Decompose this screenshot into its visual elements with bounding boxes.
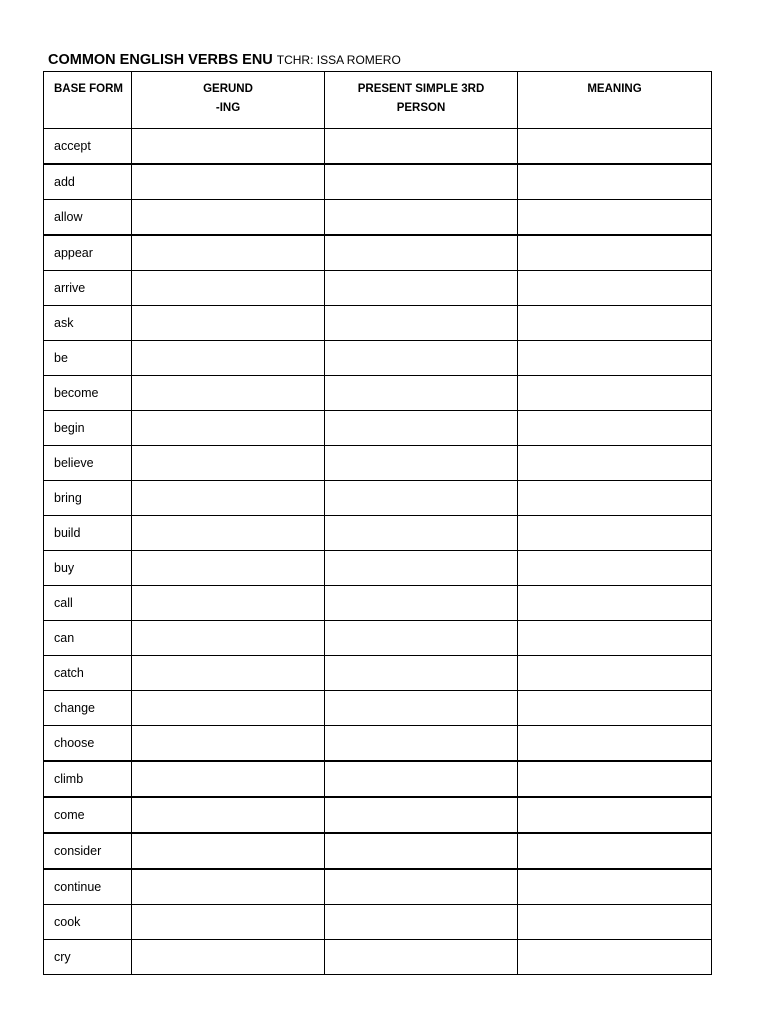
present-simple-cell[interactable] [325,761,518,797]
meaning-cell[interactable] [518,129,712,165]
table-row [44,271,712,306]
gerund-cell[interactable] [132,341,325,376]
header-present-simple [325,72,518,129]
gerund-cell[interactable] [132,164,325,200]
meaning-cell[interactable] [518,164,712,200]
table-row [44,691,712,726]
gerund-cell[interactable] [132,656,325,691]
table-row [44,761,712,797]
base-form-cell: build [44,516,132,551]
table-row [44,411,712,446]
table-row [44,797,712,833]
table-row [44,481,712,516]
header-meaning [518,72,712,129]
present-simple-cell[interactable] [325,726,518,762]
present-simple-cell[interactable] [325,551,518,586]
present-simple-cell[interactable] [325,235,518,271]
gerund-cell[interactable] [132,905,325,940]
table-row [44,551,712,586]
header-row [44,72,712,129]
base-form-cell: be [44,341,132,376]
present-simple-cell[interactable] [325,129,518,165]
present-simple-cell[interactable] [325,271,518,306]
meaning-cell[interactable] [518,940,712,975]
base-form-cell: cry [44,940,132,975]
base-form-cell: arrive [44,271,132,306]
meaning-cell[interactable] [518,341,712,376]
present-simple-cell[interactable] [325,833,518,869]
header-present-line2: PERSON [396,102,446,114]
base-form-cell: accept [44,129,132,165]
present-simple-cell[interactable] [325,869,518,905]
meaning-cell[interactable] [518,726,712,762]
meaning-cell[interactable] [518,761,712,797]
present-simple-cell[interactable] [325,516,518,551]
present-simple-cell[interactable] [325,164,518,200]
base-form-cell: choose [44,726,132,762]
meaning-cell[interactable] [518,306,712,341]
base-form-cell: appear [44,235,132,271]
meaning-cell[interactable] [518,411,712,446]
header-gerund-line1: GERUND [203,83,253,95]
meaning-cell[interactable] [518,516,712,551]
present-simple-cell[interactable] [325,691,518,726]
gerund-cell[interactable] [132,129,325,165]
base-form-cell: catch [44,656,132,691]
table-row [44,621,712,656]
present-simple-cell[interactable] [325,586,518,621]
header-base-form-label: BASE FORM [54,83,123,95]
base-form-cell: can [44,621,132,656]
table-row [44,306,712,341]
present-simple-cell[interactable] [325,200,518,236]
present-simple-cell[interactable] [325,376,518,411]
meaning-cell[interactable] [518,446,712,481]
table-row [44,376,712,411]
table-row [44,516,712,551]
present-simple-cell[interactable] [325,341,518,376]
meaning-cell[interactable] [518,200,712,236]
header-meaning-label: MEANING [587,83,642,95]
meaning-cell[interactable] [518,656,712,691]
table-row [44,200,712,236]
meaning-cell[interactable] [518,905,712,940]
gerund-cell[interactable] [132,306,325,341]
base-form-cell: allow [44,200,132,236]
gerund-cell[interactable] [132,726,325,762]
meaning-cell[interactable] [518,797,712,833]
meaning-cell[interactable] [518,586,712,621]
gerund-cell[interactable] [132,235,325,271]
gerund-cell[interactable] [132,271,325,306]
table-row [44,341,712,376]
present-simple-cell[interactable] [325,481,518,516]
base-form-cell: consider [44,833,132,869]
present-simple-cell[interactable] [325,411,518,446]
table-row [44,164,712,200]
meaning-cell[interactable] [518,551,712,586]
meaning-cell[interactable] [518,235,712,271]
header-gerund-line2: -ING [215,102,241,114]
title-main: COMMON ENGLISH VERBS ENU [48,52,273,68]
page-title [48,50,401,70]
table-row [44,656,712,691]
present-simple-cell[interactable] [325,940,518,975]
header-present-line1: PRESENT SIMPLE 3RD [357,83,485,95]
gerund-cell[interactable] [132,691,325,726]
gerund-cell[interactable] [132,621,325,656]
table-row [44,235,712,271]
table-row [44,833,712,869]
table-row [44,905,712,940]
header-base-form [44,72,132,129]
present-simple-cell[interactable] [325,621,518,656]
gerund-cell[interactable] [132,586,325,621]
gerund-cell[interactable] [132,376,325,411]
gerund-cell[interactable] [132,200,325,236]
base-form-cell: begin [44,411,132,446]
table-row [44,726,712,762]
base-form-cell: bring [44,481,132,516]
meaning-cell[interactable] [518,481,712,516]
present-simple-cell[interactable] [325,656,518,691]
present-simple-cell[interactable] [325,446,518,481]
gerund-cell[interactable] [132,940,325,975]
gerund-cell[interactable] [132,797,325,833]
base-form-cell: climb [44,761,132,797]
base-form-cell: add [44,164,132,200]
table-row [44,446,712,481]
present-simple-cell[interactable] [325,797,518,833]
base-form-cell: ask [44,306,132,341]
base-form-cell: become [44,376,132,411]
header-gerund [132,72,325,129]
gerund-cell[interactable] [132,551,325,586]
gerund-cell[interactable] [132,481,325,516]
meaning-cell[interactable] [518,833,712,869]
base-form-cell: buy [44,551,132,586]
base-form-cell: call [44,586,132,621]
meaning-cell[interactable] [518,376,712,411]
gerund-cell[interactable] [132,761,325,797]
table-row [44,869,712,905]
base-form-cell: believe [44,446,132,481]
present-simple-cell[interactable] [325,306,518,341]
table-row [44,586,712,621]
base-form-cell: change [44,691,132,726]
base-form-cell: come [44,797,132,833]
meaning-cell[interactable] [518,869,712,905]
table-row [44,940,712,975]
meaning-cell[interactable] [518,621,712,656]
gerund-cell[interactable] [132,446,325,481]
verbs-table [43,71,712,975]
title-teacher: TCHR: ISSA ROMERO [276,53,401,67]
table-row [44,129,712,165]
gerund-cell[interactable] [132,411,325,446]
base-form-cell: cook [44,905,132,940]
base-form-cell: continue [44,869,132,905]
present-simple-cell[interactable] [325,905,518,940]
gerund-cell[interactable] [132,869,325,905]
meaning-cell[interactable] [518,691,712,726]
meaning-cell[interactable] [518,271,712,306]
gerund-cell[interactable] [132,516,325,551]
gerund-cell[interactable] [132,833,325,869]
